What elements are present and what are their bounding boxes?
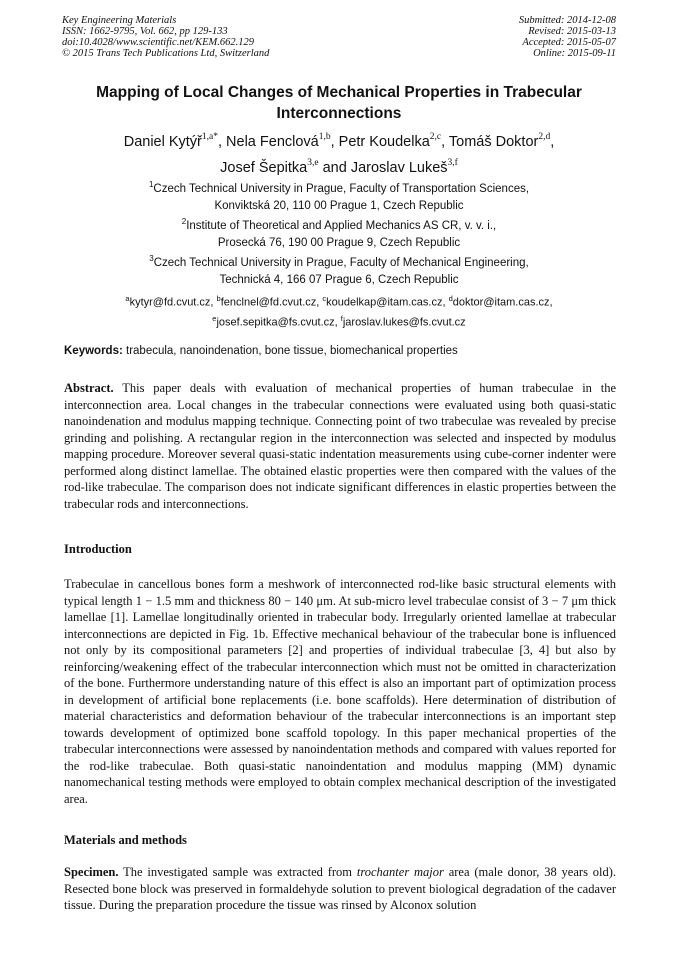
email-marker: f	[340, 313, 343, 323]
author-list: Daniel Kytýř$^{1,a*}$, Nela Fenclová$^{1,b}$, Petr Koudelka$^{2,c}$, Tomáš Doktor$^{2,d}$, Josef Šepitka$^{3,e}$ and Jaroslav Lukeš$^{3,f}$	[123, 132, 555, 176]
doi-line: doi:10.4028/www.scientific.net/KEM.662.129	[62, 37, 254, 48]
math-value: 80 − 140	[268, 593, 314, 608]
methods-paragraph	[64, 864, 616, 914]
specimen-label: Specimen.	[64, 865, 119, 879]
revised-date: Revised: 2015-03-13	[528, 26, 616, 37]
author-name: Petr Koudelka	[338, 133, 430, 150]
email-link[interactable]: kytyr@fd.cvut.cz,	[129, 296, 214, 309]
email-link[interactable]: jaroslav.lukes@fs.cvut.cz	[342, 316, 466, 329]
author-superscript: 2,c	[429, 132, 442, 142]
author-superscript: 1,b	[318, 132, 331, 142]
title-line: Interconnections	[276, 105, 402, 122]
abstract-text: This paper deals with evaluation of mechanical properties of human trabeculae in the interconnection area. Local changes in the trabecular connections were evaluated using both quasi-static nanoindenation and modulus mapping technique. Connecting point of two trabeculae was revealed by precise grinding and polishing. A rectangular region in the interconnection was selected and inspected by modulus mapping procedure. Moreover several quasi-static indentation measurements using cube-corner indenter were performed along distinct lamellae. The obtained elastic properties were then compared with the values of the rod-like trabeculae. The comparison does not indicate significant differences in elastic properties between the trabecular rods and interconnections.	[64, 381, 617, 511]
email-marker: a	[125, 294, 130, 303]
author-name: Tomáš Doktor	[448, 133, 539, 150]
author-conjunction: and	[322, 159, 347, 176]
author-superscript: 2,d	[538, 132, 551, 142]
email-link[interactable]: fenclnel@fd.cvut.cz,	[220, 296, 320, 309]
anatomical-term: trochanter major	[356, 865, 444, 879]
affiliation-number: 1	[148, 180, 154, 189]
affiliation-line: Czech Technical University in Prague, Faculty of Transportation Sciences,	[153, 182, 530, 195]
copyright-line: © 2015 Trans Tech Publications Ltd, Switzerland	[62, 48, 270, 59]
intro-text: μm thick lamellae [1]. Lamellae longitudinally oriented in trabecular body. Irregularly oriented lamellae at trabecular interconnections are depicted in Fig. 1b. Effective mechanical behaviour of the trabecular bone is influenced not only by its compositional parameters [2] and properties of individual trabeculae [3, 4] but also by reinforcing/weakening effect of the trabecular interconnection which must not be omitted in characterization of the bone. Furthermore understanding nature of this effect is also an important part of optimization process in development of artificial bone replacements (i.e. bone scaffolds). Here determination of distribution of material characteristics and deformation behaviour of the trabecular interconnections is an important step towards development of optimized bone scaffold topology. In this paper mechanical properties of the trabecular interconnections were assessed by nanoindentation methods and compared with values reported for the rod-like trabeculae. Both quasi-static nanoindentation and modulus mapping (MM) dynamic nanomechanical testing methods were employed to obtain complex mechanical description of the investigated area.	[64, 593, 617, 806]
methods-text: The investigated sample was extracted from	[123, 865, 353, 879]
section-heading-methods: Materials and methods	[64, 833, 187, 847]
keywords	[64, 343, 616, 359]
intro-text: μm. At sub-micro level trabeculae consist of	[316, 593, 539, 608]
intro-text: mm and thickness	[174, 593, 266, 608]
publication-dates	[519, 15, 616, 59]
submitted-date: Submitted: 2014-12-08	[518, 15, 616, 26]
author-name: Jaroslav Lukeš	[350, 159, 448, 176]
math-value: 1 − 1.5	[135, 593, 172, 608]
abstract-label: Abstract.	[64, 381, 114, 395]
issn-line: ISSN: 1662-9795, Vol. 662, pp 129-133	[62, 26, 228, 37]
author-superscript: 3,e	[307, 157, 319, 168]
affiliation-line: Institute of Theoretical and Applied Mechanics AS CR, v. v. i.,	[186, 219, 497, 232]
author-superscript: 3,f	[447, 157, 458, 168]
journal-name: Key Engineering Materials	[62, 15, 177, 26]
email-link[interactable]: josef.sepitka@fs.cvut.cz,	[216, 316, 338, 329]
email-link[interactable]: koudelkap@itam.cas.cz,	[326, 296, 446, 309]
affiliation	[80, 250, 598, 289]
email-link[interactable]: doktor@itam.cas.cz,	[452, 296, 553, 309]
email-marker: b	[216, 294, 221, 303]
affiliation-address: Konviktská 20, 110 00 Prague 1, Czech Republic	[214, 199, 464, 212]
affiliation-address: Technická 4, 166 07 Prague 6, Czech Republic	[219, 273, 459, 286]
section-heading-introduction: Introduction	[64, 542, 132, 556]
affiliation-line: Czech Technical University in Prague, Faculty of Mechanical Engineering,	[153, 256, 529, 269]
email-marker: c	[322, 294, 327, 303]
author-name: Nela Fenclová	[226, 133, 319, 150]
affiliation	[80, 176, 598, 215]
affiliation-number: 2	[181, 217, 187, 226]
journal-info	[62, 15, 269, 59]
title-line: Mapping of Local Changes of Mechanical Properties in Trabecular	[96, 84, 582, 101]
author-superscript: 1,a*	[201, 132, 218, 142]
accepted-date: Accepted: 2015-05-07	[522, 37, 616, 48]
abstract	[64, 380, 616, 512]
email-marker: d	[448, 294, 453, 303]
math-value: 3 − 7	[542, 593, 569, 608]
keywords-label: Keywords:	[64, 345, 123, 357]
email-marker: e	[212, 313, 217, 323]
affiliation	[80, 213, 598, 252]
paper-title	[70, 82, 608, 124]
intro-text: Trabeculae in cancellous bones form a meshwork of interconnected rod-like basic structural elements with typical length	[64, 577, 616, 608]
affiliation-number: 3	[149, 254, 154, 263]
methods-text: area (male donor, 38 years old). Resected bone block was preserved in formaldehyde solution to prevent biological degradation of the cadaver tissue. During the preparation procedure the tissue was rinsed by Alconox solution	[64, 865, 617, 912]
introduction-paragraph	[64, 576, 616, 807]
author-name: Daniel Kytýř	[123, 133, 202, 150]
affiliation-address: Prosecká 76, 190 00 Prague 9, Czech Republic	[217, 236, 461, 249]
author-emails	[60, 291, 618, 330]
online-date: Online: 2015-09-11	[533, 48, 616, 59]
author-name: Josef Šepitka	[220, 159, 308, 176]
keywords-text: trabecula, nanoindenation, bone tissue, biomechanical properties	[126, 345, 458, 357]
